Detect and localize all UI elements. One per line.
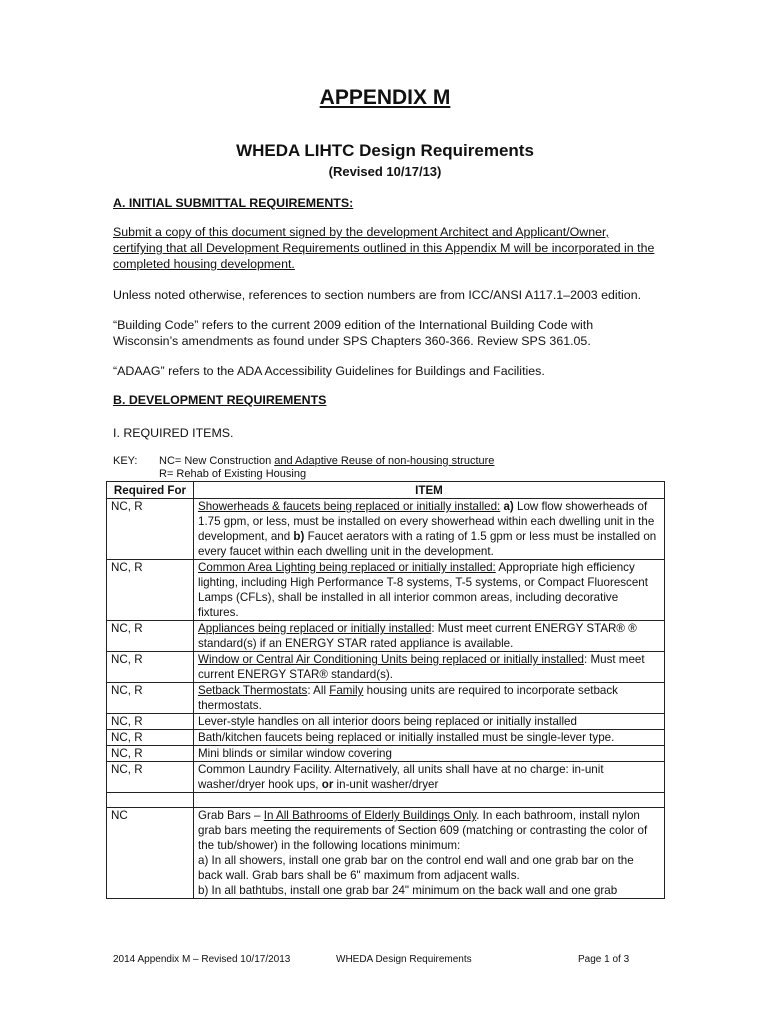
row-item-text: . In each bathroom, install nylon grab bars meeting the requirements of Section 609 (matching or contrasting the color of the tub/shower) in the following locations minimum:	[198, 809, 648, 852]
row-required-for: NC	[107, 808, 194, 899]
row-item-text: Faucet aerators with a rating of 1.5 gpm or less must be installed on every faucet within each dwelling unit in the development.	[198, 530, 657, 558]
key-nc-underlined: and Adaptive Reuse of non-housing structure	[274, 455, 495, 467]
table-row	[107, 714, 665, 730]
row-item-text: Low flow showerheads of 1.75 gpm, or less, must be installed on every showerhead within each dwelling unit in the development, and	[198, 500, 655, 543]
row-item-text: housing units are required to incorporate setback thermostats.	[198, 684, 618, 712]
page-title: APPENDIX M	[319, 86, 451, 109]
table-row-blank	[107, 793, 665, 808]
row-item-title: Common Area Lighting being replaced or initially installed:	[198, 561, 496, 574]
row-item	[194, 683, 665, 714]
row-item: Mini blinds or similar window covering	[194, 746, 665, 762]
section-b-heading: B. DEVELOPMENT REQUIREMENTS	[113, 393, 327, 407]
footer-left: 2014 Appendix M – Revised 10/17/2013	[113, 954, 291, 965]
section-a-heading: A. INITIAL SUBMITTAL REQUIREMENTS:	[113, 196, 354, 210]
section-b-subheading: I. REQUIRED ITEMS.	[113, 426, 234, 440]
key-nc	[159, 455, 659, 468]
row-item	[194, 560, 665, 621]
table-row	[107, 652, 665, 683]
row-required-for: NC, R	[107, 652, 194, 683]
row-item-title: Window or Central Air Conditioning Units being replaced or initially installed	[198, 653, 585, 666]
table-row	[107, 499, 665, 560]
row-required-for-empty	[107, 793, 194, 808]
row-item-bold: a)	[500, 500, 514, 513]
row-item-text: : Must meet current ENERGY STAR® ® standard(s) if an ENERGY STAR rated appliance is available.	[198, 622, 637, 650]
section-a-paragraph-1: Submit a copy of this document signed by the development Architect and Applicant/Owner, certifying that all Development Requirements outlined in this Appendix M will be incorporated in the completed housing development.	[113, 225, 655, 271]
requirements-table	[106, 481, 665, 899]
table-row	[107, 730, 665, 746]
row-item-text: in-unit washer/dryer	[333, 778, 439, 791]
row-item-title: In All Bathrooms of Elderly Buildings Only	[263, 809, 477, 822]
table-row	[107, 808, 665, 899]
row-item: Lever-style handles on all interior doors being replaced or initially installed	[194, 714, 665, 730]
table-row	[107, 746, 665, 762]
table-row	[107, 560, 665, 621]
table-row	[107, 762, 665, 793]
row-required-for: NC, R	[107, 621, 194, 652]
section-a-paragraph-2: Unless noted otherwise, references to section numbers are from ICC/ANSI A117.1–2003 edition.	[113, 288, 642, 302]
section-a-paragraph-4: “ADAAG” refers to the ADA Accessibility Guidelines for Buildings and Facilities.	[113, 364, 545, 378]
revision-note: (Revised 10/17/13)	[328, 164, 442, 179]
row-item-text: Appropriate high efficiency lighting, including High Performance T-8 systems, T-5 systems, or Compact Fluorescent Lamps (CFLs), shall be installed in all interior common areas, including decorative fixtures.	[198, 561, 648, 619]
row-item-text: : Must meet current ENERGY STAR® standard(s).	[198, 653, 645, 681]
key-r: R= Rehab of Existing Housing	[159, 468, 307, 480]
footer-center: WHEDA Design Requirements	[336, 954, 472, 965]
row-item-title: Showerheads & faucets being replaced or initially installed:	[198, 500, 501, 513]
row-item-text: Common Laundry Facility. Alternatively, all units shall have at no charge: in-unit washer/dryer hook ups,	[198, 763, 604, 791]
row-required-for: NC, R	[107, 762, 194, 793]
row-item-bold: b)	[293, 530, 305, 543]
key-label: KEY:	[113, 455, 138, 467]
row-item	[194, 808, 665, 899]
row-item	[194, 762, 665, 793]
row-item-title: Family	[329, 684, 364, 697]
row-item-text: : All	[307, 684, 330, 697]
row-item-title: Setback Thermostats	[198, 684, 308, 697]
row-item-line: a) In all showers, install one grab bar on the control end wall and one grab bar on the back wall. Grab bars shall be 6" maximum from adjacent walls.	[198, 854, 634, 882]
row-item-title: Appliances being replaced or initially installed	[198, 622, 432, 635]
footer-page-number: Page 1 of 3	[578, 954, 630, 965]
row-required-for: NC, R	[107, 714, 194, 730]
table-row	[107, 621, 665, 652]
header-required-for: Required For	[107, 482, 194, 499]
row-required-for: NC, R	[107, 730, 194, 746]
section-a-paragraph-3: “Building Code” refers to the current 2009 edition of the International Building Code with Wisconsin’s amendments as found under SPS Chapters 360-366. Review SPS 361.05.	[113, 318, 594, 348]
document-subtitle: WHEDA LIHTC Design Requirements	[236, 141, 534, 160]
row-item-bold: or	[321, 778, 334, 791]
row-required-for: NC, R	[107, 683, 194, 714]
row-item	[194, 621, 665, 652]
row-item-empty	[194, 793, 665, 808]
row-item-line: b) In all bathtubs, install one grab bar 24" minimum on the back wall and one grab	[198, 884, 618, 897]
row-item	[194, 652, 665, 683]
row-required-for: NC, R	[107, 499, 194, 560]
row-item-text: Grab Bars –	[198, 809, 264, 822]
row-required-for: NC, R	[107, 746, 194, 762]
row-required-for: NC, R	[107, 560, 194, 621]
table-row	[107, 683, 665, 714]
key-nc-prefix: NC= New Construction	[159, 455, 275, 467]
row-item: Bath/kitchen faucets being replaced or initially installed must be single-lever type.	[194, 730, 665, 746]
row-item	[194, 499, 665, 560]
header-item: ITEM	[194, 482, 665, 499]
table-header-row	[107, 482, 665, 499]
